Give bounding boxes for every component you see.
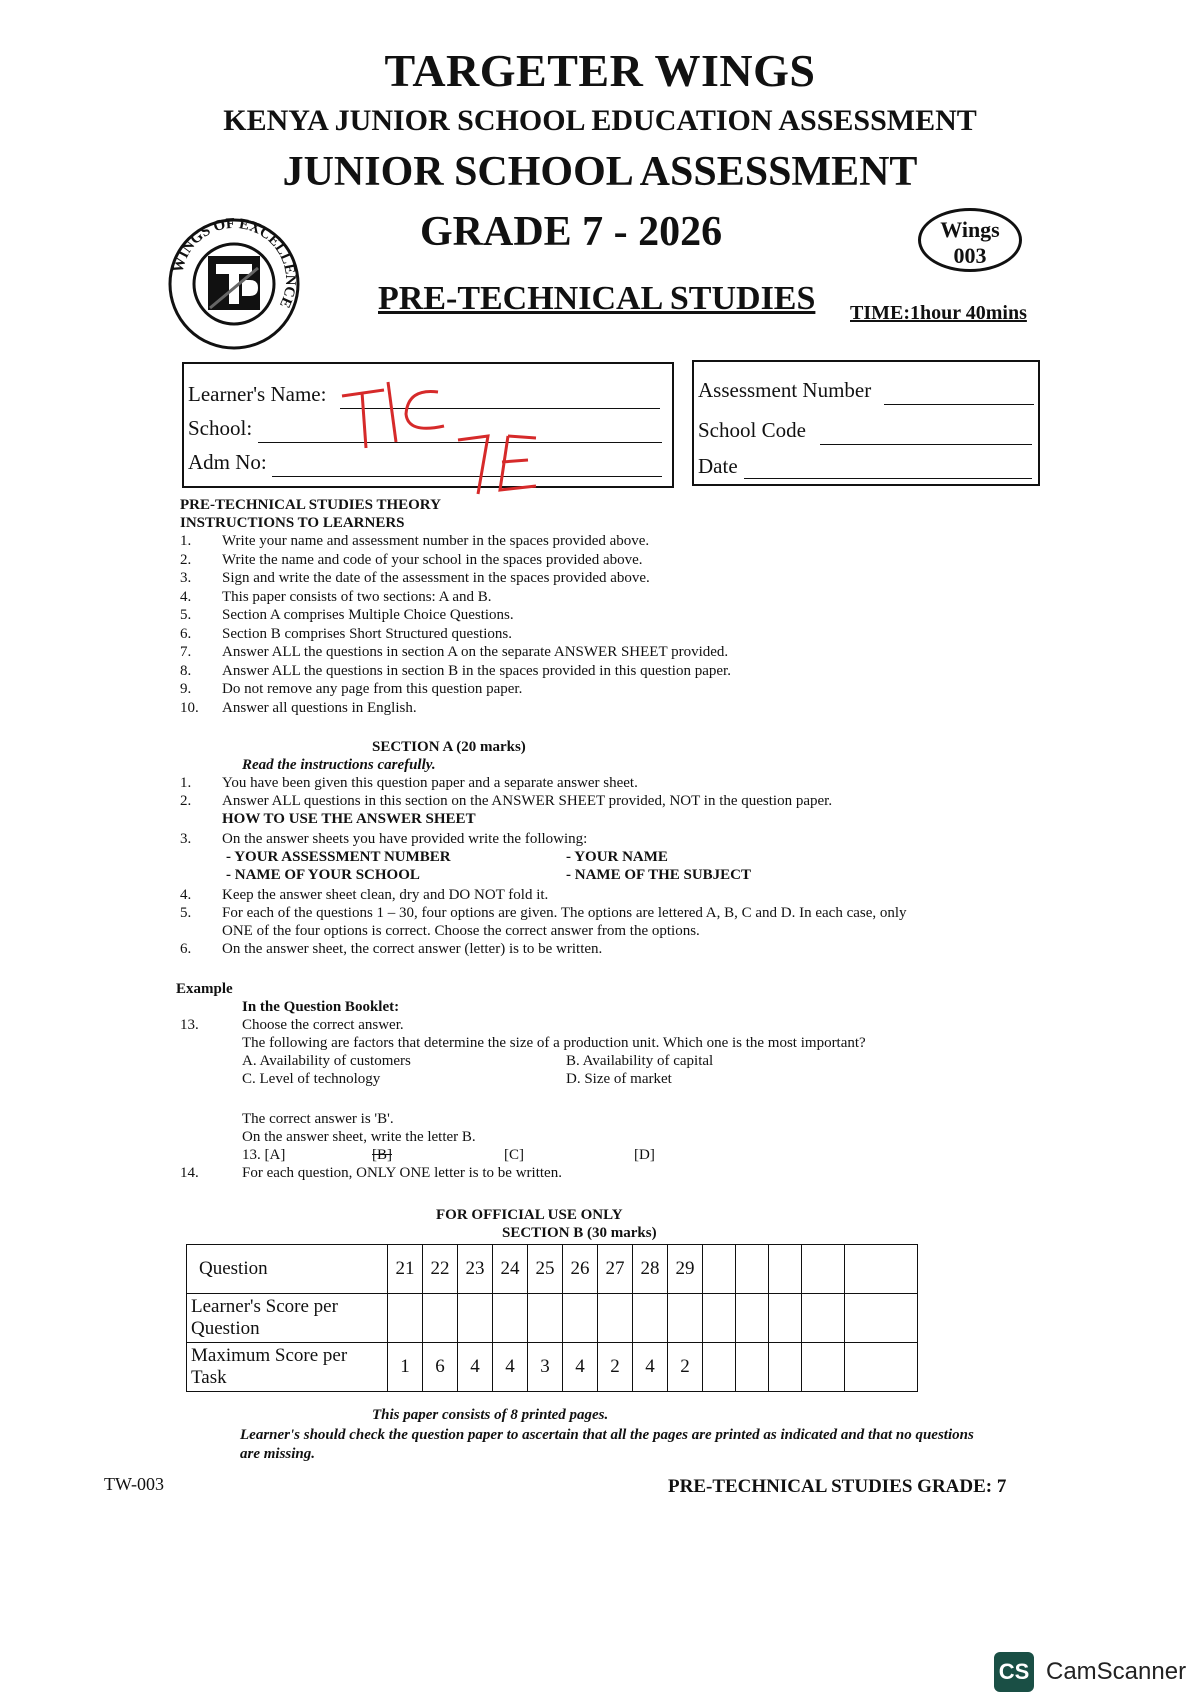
write-subject-name: - NAME OF THE SUBJECT <box>566 867 752 883</box>
badge-line1: Wings <box>940 217 1000 242</box>
example-option-c: C. Level of technology <box>242 1071 381 1087</box>
instruction-number: 9. <box>180 681 192 697</box>
question-cell: 24 <box>493 1245 528 1294</box>
answer-c: [C] <box>504 1147 524 1163</box>
date-line[interactable] <box>744 478 1032 479</box>
learner-name-label: Learner's Name: <box>188 382 327 406</box>
school-logo <box>166 208 302 354</box>
score-entry-cell[interactable] <box>633 1294 668 1343</box>
empty-cell <box>736 1245 769 1294</box>
instruction-number: 3. <box>180 570 192 586</box>
empty-cell <box>769 1294 802 1343</box>
question-cell: 29 <box>668 1245 703 1294</box>
max-score-cell: 2 <box>668 1343 703 1392</box>
handwritten-mark <box>340 378 594 498</box>
assessment-details-box <box>692 360 1040 486</box>
section-a-item-1: You have been given this question paper and a separate answer sheet. <box>222 775 638 791</box>
question-cell: 25 <box>528 1245 563 1294</box>
instruction-text: Section B comprises Short Structured questions. <box>222 625 512 642</box>
example-option-a: A. Availability of customers <box>242 1053 411 1069</box>
section-a-item-5b: ONE of the four options is correct. Choose the correct answer from the options. <box>222 923 700 939</box>
score-entry-cell[interactable] <box>423 1294 458 1343</box>
instruction-number: 2. <box>180 551 192 568</box>
empty-cell <box>769 1343 802 1392</box>
subject-title: PRE-TECHNICAL STUDIES <box>378 280 816 317</box>
max-score-cell: 4 <box>633 1343 668 1392</box>
question-cell: 28 <box>633 1245 668 1294</box>
score-entry-cell[interactable] <box>458 1294 493 1343</box>
example-n14: 14. <box>180 1165 199 1181</box>
max-score-cell: 1 <box>388 1343 423 1392</box>
max-score-cell: 2 <box>598 1343 633 1392</box>
score-table <box>186 1244 918 1392</box>
official-use-title: FOR OFFICIAL USE ONLY <box>436 1207 623 1223</box>
score-entry-cell[interactable] <box>388 1294 423 1343</box>
paper-code: TW-003 <box>104 1474 164 1494</box>
score-row-question <box>187 1245 918 1294</box>
question-cell: 26 <box>563 1245 598 1294</box>
logo-ring-text: WINGS OF EXCELLENCE <box>170 215 299 311</box>
score-entry-cell[interactable] <box>493 1294 528 1343</box>
example-booklet: In the Question Booklet: <box>242 999 400 1015</box>
instructions-title: PRE-TECHNICAL STUDIES THEORY <box>180 497 441 513</box>
answer-d: [D] <box>634 1147 655 1163</box>
assessment-title: KENYA JUNIOR SCHOOL EDUCATION ASSESSMENT <box>223 104 977 137</box>
instruction-text: Answer ALL the questions in section B in the spaces provided in this question paper. <box>222 662 731 679</box>
write-school-name: - NAME OF YOUR SCHOOL <box>226 867 420 883</box>
school-code-line[interactable] <box>820 444 1032 445</box>
camscanner-logo-icon: CS <box>994 1652 1034 1692</box>
adm-no-label: Adm No: <box>188 450 267 474</box>
section-a-list: 1. You have been given this question paper and a separate answer sheet. 2. Answer ALL questions in this section on the ANSWER SHEET provided, NOT in the question paper. HOW TO USE THE ANSWER SHEET 3. On the answer sheets you have provided write the following: - YOUR ASSESSMENT NUMBER - YOUR NAME - NAME OF YOUR SCHOOL - NAME OF THE SUBJECT 4. Keep the answer sheet clean, dry and DO NOT fold it. 5. For each of the questions 1 – 30, four options are given. The options are lettered A, B, C and D. In each case, only ONE of the four options is correct. Choose the correct answer from the options. 6. On the answer sheet, the correct answer (letter) is to be written. <box>180 775 907 957</box>
instruction-number: 10. <box>180 699 199 716</box>
question-cell: 21 <box>388 1245 423 1294</box>
score-entry-cell[interactable] <box>528 1294 563 1343</box>
row-label-learner-score: Learner's Score per Question <box>187 1294 388 1343</box>
max-score-cell: 6 <box>423 1343 458 1392</box>
score-entry-cell[interactable] <box>563 1294 598 1343</box>
pages-note: This paper consists of 8 printed pages. <box>372 1407 609 1423</box>
empty-cell <box>802 1294 845 1343</box>
org-title: TARGETER WINGS <box>384 45 816 96</box>
instruction-text: Section A comprises Multiple Choice Questions. <box>222 607 514 623</box>
question-cell: 23 <box>458 1245 493 1294</box>
camscanner-label: CamScanner <box>1046 1658 1187 1685</box>
section-a-read: Read the instructions carefully. <box>242 757 436 773</box>
instruction-text: Write your name and assessment number in the spaces provided above. <box>222 533 650 549</box>
badge-line2: 003 <box>953 243 987 268</box>
level-title: JUNIOR SCHOOL ASSESSMENT <box>282 149 918 195</box>
section-a-item-4: Keep the answer sheet clean, dry and DO NOT fold it. <box>222 887 549 903</box>
max-score-cell: 4 <box>493 1343 528 1392</box>
instruction-text: Sign and write the date of the assessment in the spaces provided above. <box>222 570 650 586</box>
instructions-subtitle: INSTRUCTIONS TO LEARNERS <box>180 515 405 531</box>
max-score-cell: 4 <box>458 1343 493 1392</box>
instruction-number: 8. <box>180 662 192 679</box>
empty-cell <box>769 1245 802 1294</box>
empty-cell <box>845 1294 918 1343</box>
section-b-title: SECTION B (30 marks) <box>502 1225 657 1241</box>
example-question: The following are factors that determine the size of a production unit. Which one is the most important? <box>242 1035 866 1051</box>
section-a-item-3: On the answer sheets you have provided write the following: <box>222 831 588 847</box>
write-assessment-number: - YOUR ASSESSMENT NUMBER <box>226 849 451 865</box>
write-your-name: - YOUR NAME <box>566 849 668 865</box>
empty-cell <box>736 1294 769 1343</box>
answer-b: [B] <box>372 1147 392 1163</box>
how-to-title: HOW TO USE THE ANSWER SHEET <box>222 811 476 827</box>
score-row-learner <box>187 1294 918 1343</box>
empty-cell <box>845 1343 918 1392</box>
empty-cell <box>802 1245 845 1294</box>
paper-badge <box>918 208 1022 272</box>
empty-cell <box>736 1343 769 1392</box>
max-score-cell: 4 <box>563 1343 598 1392</box>
school-label: School: <box>188 416 253 440</box>
section-a-item-2: Answer ALL questions in this section on the ANSWER SHEET provided, NOT in the question paper. <box>222 793 833 809</box>
instruction-number: 4. <box>180 588 192 605</box>
score-entry-cell[interactable] <box>668 1294 703 1343</box>
instruction-number: 6. <box>180 625 192 642</box>
example-option-b: B. Availability of capital <box>566 1053 714 1069</box>
instruction-text: Write the name and code of your school in the spaces provided above. <box>222 551 643 568</box>
instructions-list <box>180 532 1080 720</box>
grade-title: GRADE 7 - 2026 <box>420 209 723 255</box>
section-a-item-5a: For each of the questions 1 – 30, four options are given. The options are lettered A, B, C and D. In each case, only <box>222 905 907 921</box>
section-a-item-6: On the answer sheet, the correct answer (letter) is to be written. <box>222 941 603 957</box>
row-label-max-score: Maximum Score per Task <box>187 1343 388 1392</box>
example-label: Example <box>176 981 233 997</box>
instruction-number: 7. <box>180 644 192 660</box>
assessment-number-line[interactable] <box>884 404 1034 405</box>
example-option-d: D. Size of market <box>566 1071 672 1087</box>
instruction-number: 5. <box>180 607 192 623</box>
assessment-number-label: Assessment Number <box>698 378 872 402</box>
row-label-question: Question <box>187 1245 388 1294</box>
example-correct: The correct answer is 'B'. <box>242 1111 394 1127</box>
instruction-text: Do not remove any page from this question paper. <box>222 681 523 697</box>
example-qnum: 13. <box>180 1017 199 1033</box>
instruction-text: Answer all questions in English. <box>222 699 417 716</box>
section-a-title: SECTION A (20 marks) <box>372 739 526 755</box>
max-score-cell: 3 <box>528 1343 563 1392</box>
empty-cell <box>703 1245 736 1294</box>
instruction-number: 1. <box>180 533 192 549</box>
question-cell: 27 <box>598 1245 633 1294</box>
score-entry-cell[interactable] <box>598 1294 633 1343</box>
example-choose: Choose the correct answer. <box>242 1017 404 1033</box>
school-code-label: School Code <box>698 418 806 442</box>
empty-cell <box>703 1294 736 1343</box>
empty-cell <box>802 1343 845 1392</box>
empty-cell <box>845 1245 918 1294</box>
example-t14: For each question, ONLY ONE letter is to be written. <box>242 1165 562 1181</box>
instruction-text: This paper consists of two sections: A and B. <box>222 588 492 605</box>
instruction-text: Answer ALL the questions in section A on the separate ANSWER SHEET provided. <box>222 644 729 660</box>
handwritten-text: TTC 7E <box>590 388 594 389</box>
answer-a: 13. [A] <box>242 1147 286 1163</box>
example-block <box>180 998 1080 1188</box>
example-write: On the answer sheet, write the letter B. <box>242 1129 476 1145</box>
question-cell: 22 <box>423 1245 458 1294</box>
camscanner-watermark <box>994 1652 1187 1692</box>
time-allowed: TIME:1hour 40mins <box>850 302 1027 324</box>
footer-subject-grade: PRE-TECHNICAL STUDIES GRADE: 7 <box>668 1476 1007 1497</box>
date-label: Date <box>698 454 738 478</box>
score-row-maximum <box>187 1343 918 1392</box>
check-note: Learner's should check the question paper to ascertain that all the pages are printed as indicated and that no questions are missing. <box>240 1427 974 1462</box>
empty-cell <box>703 1343 736 1392</box>
